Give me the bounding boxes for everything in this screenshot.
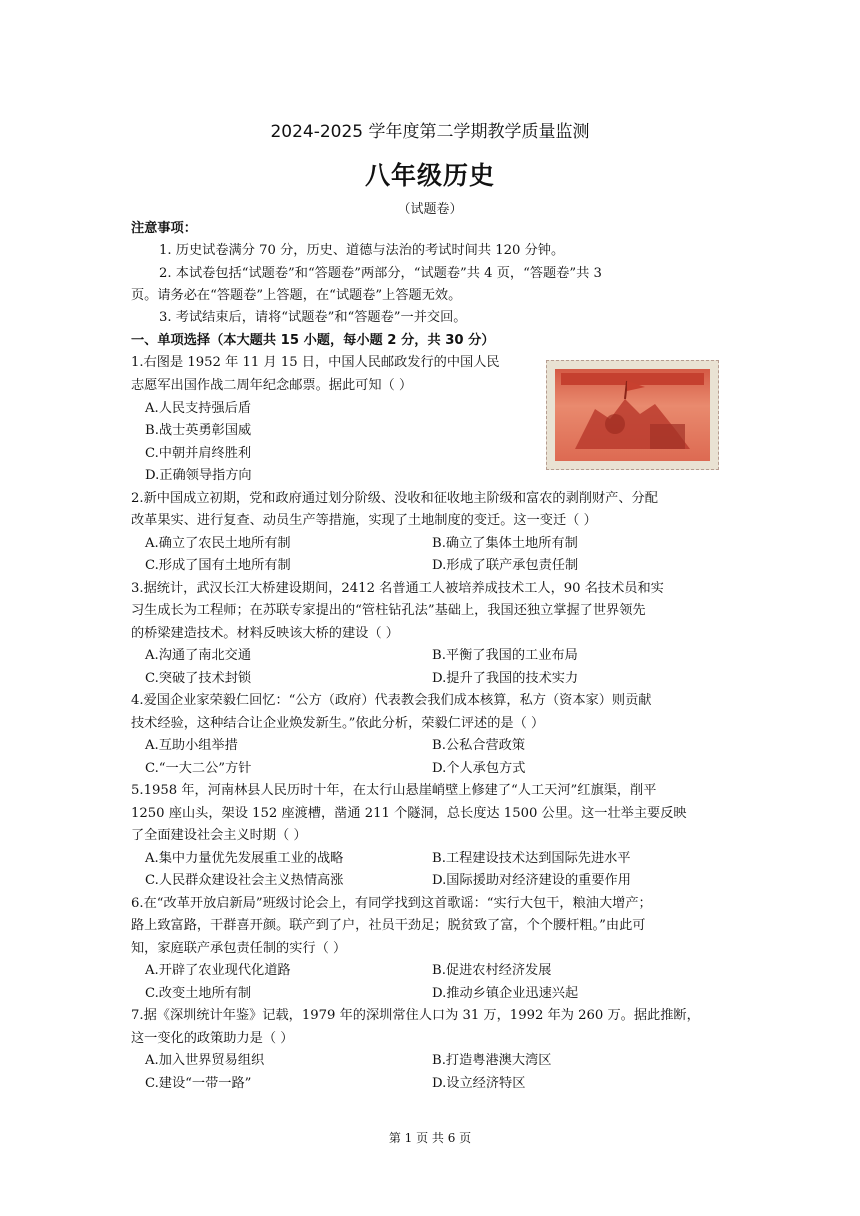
q1-stem-line-1: 1.右图是 1952 年 11 月 15 日，中国人民邮政发行的中国人民 xyxy=(131,355,500,370)
q7-option-b: B.打造粤港澳大湾区 xyxy=(432,1053,552,1068)
q4-option-c: C.“一大二公”方针 xyxy=(145,761,252,776)
q2-stem-line-1: 2.新中国成立初期，党和政府通过划分阶级、没收和征收地主阶级和富农的剥削财产、分配 xyxy=(131,491,658,506)
q1-option-b: B.战士英勇彰国威 xyxy=(145,423,252,438)
notice-heading: 注意事项： xyxy=(131,221,197,236)
commemorative-stamp-image xyxy=(546,360,719,470)
q6-stem-line-2: 路上致富路，干群喜开颜。联产到了户，社员干劲足；脱贫致了富，个个腰杆粗。”由此可 xyxy=(131,918,646,933)
section-heading: 一、单项选择（本大题共 15 小题，每小题 2 分，共 30 分） xyxy=(131,333,495,348)
q6-option-c: C.改变土地所有制 xyxy=(145,986,252,1001)
q6-stem-line-3: 知，家庭联产承包责任制的实行（ ） xyxy=(131,941,347,956)
q3-stem-line-2: 习生成长为工程师；在苏联专家提出的“管柱钻孔法”基础上，我国还独立掌握了世界领先 xyxy=(131,603,646,618)
q2-option-a: A.确立了农民土地所有制 xyxy=(145,536,291,551)
q6-option-b: B.促进农村经济发展 xyxy=(432,963,552,978)
q5-option-d: D.国际援助对经济建设的重要作用 xyxy=(432,873,631,888)
q7-option-a: A.加入世界贸易组织 xyxy=(145,1053,265,1068)
q1-option-a: A.人民支持强后盾 xyxy=(145,401,252,416)
q3-stem-line-1: 3.据统计，武汉长江大桥建设期间，2412 名普通工人被培养成技术工人，90 名技术员和实 xyxy=(131,581,664,596)
q5-stem-line-3: 了全面建设社会主义时期（ ） xyxy=(131,828,307,843)
q2-stem-line-2: 改革果实、进行复查、动员生产等措施，实现了土地制度的变迁。这一变迁（ ） xyxy=(131,513,597,528)
q5-option-a: A.集中力量优先发展重工业的战略 xyxy=(145,851,344,866)
q4-option-d: D.个人承包方式 xyxy=(432,761,526,776)
q7-stem-line-2: 这一变化的政策助力是（ ） xyxy=(131,1031,294,1046)
exam-paper-type: （试题卷） xyxy=(397,202,463,217)
notice-item-2a: 2. 本试卷包括“试题卷”和“答题卷”两部分，“试题卷”共 4 页，“答题卷”共 3 xyxy=(159,266,602,281)
q7-option-c: C.建设“一带一路” xyxy=(145,1076,252,1091)
page-number: 第 1 页 共 6 页 xyxy=(388,1131,472,1145)
q3-option-c: C.突破了技术封锁 xyxy=(145,671,252,686)
q2-option-c: C.形成了国有土地所有制 xyxy=(145,558,291,573)
q7-stem-line-1: 7.据《深圳统计年鉴》记载，1979 年的深圳常住人口为 31 万，1992 年为 260 万。据此推断， xyxy=(131,1008,700,1023)
q2-option-b: B.确立了集体土地所有制 xyxy=(432,536,578,551)
q3-option-b: B.平衡了我国的工业布局 xyxy=(432,648,578,663)
q6-option-d: D.推动乡镇企业迅速兴起 xyxy=(432,986,579,1001)
q3-option-a: A.沟通了南北交通 xyxy=(145,648,252,663)
q3-option-d: D.提升了我国的技术实力 xyxy=(432,671,579,686)
q5-stem-line-1: 5.1958 年，河南林县人民历时十年，在太行山悬崖峭壁上修建了“人工天河”红旗渠，削平 xyxy=(131,783,657,798)
q1-option-d: D.正确领导指方向 xyxy=(145,468,252,483)
q6-option-a: A.开辟了农业现代化道路 xyxy=(145,963,291,978)
q4-option-b: B.公私合营政策 xyxy=(432,738,526,753)
q2-option-d: D.形成了联产承包责任制 xyxy=(432,558,579,573)
notice-item-2b: 页。请务必在“答题卷”上答题，在“试题卷”上答题无效。 xyxy=(131,288,462,303)
q5-option-b: B.工程建设技术达到国际先进水平 xyxy=(432,851,631,866)
q1-option-c: C.中朝并肩终胜利 xyxy=(145,446,252,461)
q4-option-a: A.互助小组举措 xyxy=(145,738,238,753)
exam-term-title: 2024-2025 学年度第二学期教学质量监测 xyxy=(270,122,590,142)
q4-stem-line-1: 4.爱国企业家荣毅仁回忆：“公方（政府）代表教会我们成本核算，私方（资本家）则贡献 xyxy=(131,693,652,708)
q5-option-c: C.人民群众建设社会主义热情高涨 xyxy=(145,873,344,888)
q7-option-d: D.设立经济特区 xyxy=(432,1076,526,1091)
exam-subject-title: 八年级历史 xyxy=(364,161,495,190)
notice-item-1: 1. 历史试卷满分 70 分，历史、道德与法治的考试时间共 120 分钟。 xyxy=(159,243,565,258)
q4-stem-line-2: 技术经验，这种结合让企业焕发新生。”依此分析，荣毅仁评述的是（ ） xyxy=(131,716,545,731)
notice-item-3: 3. 考试结束后，请将“试题卷”和“答题卷”一并交回。 xyxy=(159,310,467,325)
q5-stem-line-2: 1250 座山头，架设 152 座渡槽，凿通 211 个隧洞，总长度达 1500 公里。这一壮举主要反映 xyxy=(131,806,687,821)
q1-stem-line-2: 志愿军出国作战二周年纪念邮票。据此可知（ ） xyxy=(131,378,413,393)
q3-stem-line-3: 的桥梁建造技术。材料反映该大桥的建设（ ） xyxy=(131,626,399,641)
q6-stem-line-1: 6.在“改革开放启新局”班级讨论会上，有同学找到这首歌谣：“实行大包干，粮油大增产； xyxy=(131,896,652,911)
